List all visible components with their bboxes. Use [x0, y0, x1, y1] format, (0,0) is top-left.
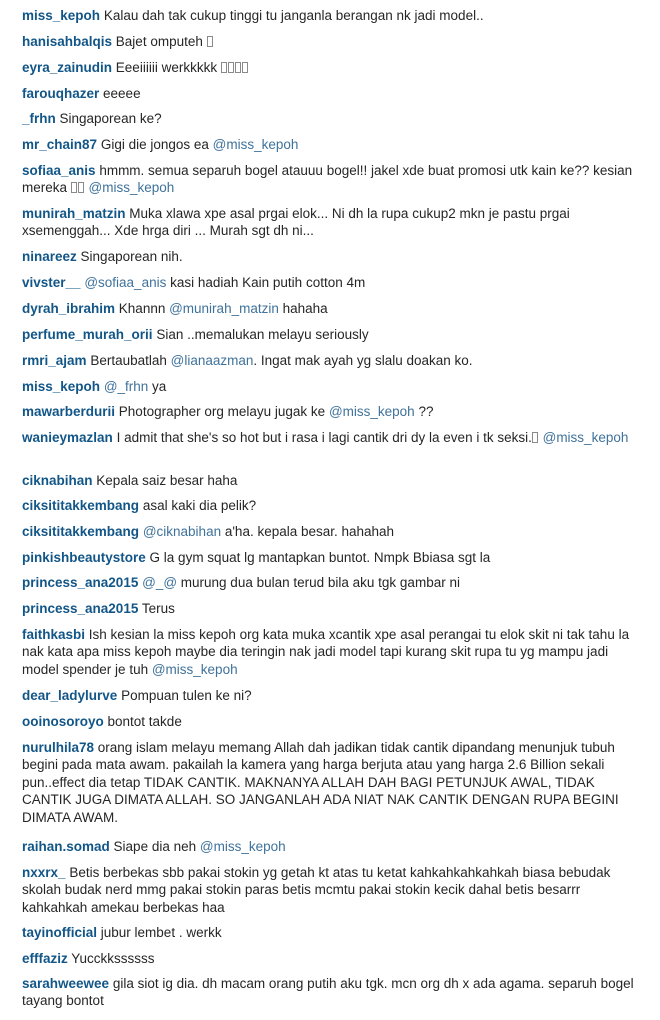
- comment-text: [90, 353, 472, 368]
- comment-username-link[interactable]: pinkishbeautystore: [22, 550, 146, 565]
- comment-username-link[interactable]: miss_kepoh: [22, 8, 101, 23]
- comment-text-segment: bontot takde: [107, 714, 182, 729]
- comment-text-segment: Gigi die jongos ea: [100, 137, 213, 152]
- comment-text-segment: Eeeiiiiii werkkkkk: [115, 60, 221, 75]
- mention-link[interactable]: @miss_kepoh: [328, 404, 415, 419]
- comment-item: [22, 600, 637, 617]
- comment-text-segment: . Ingat mak ayah yg slalu doakan ko.: [253, 353, 473, 368]
- comment-text: [22, 163, 632, 195]
- comment-text: [119, 404, 434, 419]
- comment-text: [101, 925, 222, 940]
- comment-text-segment: Muka xlawa xpe asal prgai elok... Ni dh la rupa cukup2 mkn je pastu prgai xsemenggah... Xde hrga diri ... Murah sgt dh ni...: [22, 206, 570, 239]
- comment-username-link[interactable]: efffaziz: [22, 951, 68, 966]
- comment-text: [22, 740, 619, 825]
- mention-link[interactable]: @miss_kepoh: [88, 180, 175, 196]
- comment-item: [22, 352, 637, 369]
- comment-text: [143, 498, 256, 513]
- comment-username-link[interactable]: sarahweewee: [22, 976, 110, 991]
- comment-username-link[interactable]: miss_kepoh: [22, 379, 101, 394]
- comment-item: [22, 274, 637, 291]
- missing-emoji-icon: [221, 62, 227, 73]
- comment-item: [22, 326, 637, 343]
- comment-item: [22, 472, 637, 489]
- comment-username-link[interactable]: vivster__: [22, 275, 81, 290]
- comment-text-segment: Betis berbekas sbb pakai stokin yg getah kt atas tu ketat kahkahkahkahkah biasa bebudak skolah budak nerd mmg pakai stokin paras betis mcmtu pakai stokin kecik dahal betis besarrr kahkahkah amekau berbekas haa: [22, 865, 611, 915]
- comment-text: [121, 688, 252, 703]
- comment-text: [81, 249, 183, 264]
- mention-link[interactable]: @munirah_matzin: [169, 301, 279, 316]
- comment-username-link[interactable]: rmri_ajam: [22, 353, 87, 368]
- comment-text: [84, 275, 365, 290]
- comment-text: [104, 8, 484, 23]
- comment-text: [71, 951, 154, 966]
- comment-text: [150, 550, 491, 565]
- comment-item: [22, 205, 637, 240]
- comment-text: [22, 976, 634, 1008]
- comment-username-link[interactable]: sofiaa_anis: [22, 163, 96, 178]
- comment-text-segment: kasi hadiah Kain putih cotton 4m: [166, 275, 366, 290]
- comment-username-link[interactable]: raihan.somad: [22, 839, 110, 854]
- comment-text-segment: Pompuan tulen ke ni?: [121, 688, 252, 703]
- comment-item: [22, 574, 637, 591]
- comment-text-segment: hmmm. semua separuh bogel atauuu bogel!! jakel xde buat promosi utk kain ke?? kesian mereka: [22, 163, 633, 196]
- comment-username-link[interactable]: princess_ana2015: [22, 575, 139, 590]
- comment-text: [116, 60, 249, 75]
- comment-item: [22, 300, 637, 317]
- comment-item: [22, 549, 637, 566]
- comment-text-segment: hahaha: [278, 301, 328, 316]
- comment-text-segment: a'ha. kepala besar. hahahah: [221, 524, 395, 539]
- comment-username-link[interactable]: _frhn: [22, 111, 56, 126]
- comment-text-segment: Bertaubatlah: [90, 353, 171, 368]
- comment-text: [60, 111, 162, 126]
- comment-text-segment: murung dua bulan terud bila aku tgk gambar ni: [177, 575, 460, 590]
- comment-item: [22, 162, 637, 197]
- comment-text-segment: Kepala saiz besar haha: [96, 473, 238, 488]
- comment-username-link[interactable]: dyrah_ibrahim: [22, 301, 116, 316]
- comment-text: [142, 575, 460, 590]
- comment-text-segment: Kalau dah tak cukup tinggi tu janganla berangan nk jadi model..: [103, 8, 484, 23]
- comment-text-segment: asal kaki dia pelik?: [142, 498, 257, 513]
- comment-item: [22, 924, 637, 941]
- comment-username-link[interactable]: ciksititakkembang: [22, 524, 140, 539]
- comment-username-link[interactable]: ciknabihan: [22, 473, 93, 488]
- comment-text-segment: orang islam melayu memang Allah dah jadikan tidak cantik dipandang menunjuk tubuh begini pada mata awam. pakailah la kamera yang harga berjuta atau yang harga 2.6 Billion sekali pun..effect dia tetap TIDAK CANTIK. MAKNANYA ALLAH DAH BAGI PETUNJUK AWAL, TIDAK CANTIK JUGA DIMATA ALLAH. SO JANGANLAH ADA NIAT NAK CANTIK DENGAN RUPA BEGINI DIMATA AWAM.: [22, 740, 619, 825]
- mention-link[interactable]: @ciknabihan: [142, 524, 222, 539]
- comment-text: [142, 601, 175, 616]
- comment-username-link[interactable]: mr_chain87: [22, 137, 98, 152]
- comment-text-segment: Ish kesian la miss kepoh org kata muka xcantik xpe asal perangai tu elok skit ni tak tahu la nak kata apa miss kepoh maybe dia teringin nak jadi model tapi kurang skit rupa tu yg mampu jadi model spender je tuh: [22, 627, 630, 677]
- missing-emoji-icon: [242, 62, 248, 73]
- comment-text-segment: G la gym squat lg mantapkan buntot. Nmpk Bbiasa sgt la: [149, 550, 491, 565]
- comment-item: [22, 378, 637, 395]
- mention-link[interactable]: @miss_kepoh: [542, 430, 629, 445]
- missing-emoji-icon: [228, 62, 234, 73]
- comment-text: [96, 473, 237, 488]
- mention-link[interactable]: @miss_kepoh: [212, 137, 299, 152]
- comment-text-segment: jubur lembet . werkk: [100, 925, 222, 940]
- comment-text: [114, 839, 286, 854]
- comment-username-link[interactable]: ooinosoroyo: [22, 714, 104, 729]
- comment-item: [22, 626, 637, 678]
- missing-emoji-icon: [235, 62, 241, 73]
- comment-item: [22, 687, 637, 704]
- mention-link[interactable]: @_@: [142, 575, 178, 590]
- comment-item: [22, 713, 637, 730]
- comment-username-link[interactable]: wanieymazlan: [22, 430, 113, 445]
- comment-text: [104, 379, 167, 394]
- comment-text-segment: Bajet omputeh: [115, 34, 207, 49]
- comment-text: [119, 301, 328, 316]
- comment-item: [22, 975, 637, 1010]
- comment-username-link[interactable]: ciksititakkembang: [22, 498, 140, 513]
- comment-item: [22, 248, 637, 265]
- comment-username-link[interactable]: munirah_matzin: [22, 206, 126, 221]
- comment-text: [22, 627, 629, 677]
- comment-username-link[interactable]: hanisahbalqis: [22, 34, 113, 49]
- comment-text: [22, 865, 610, 915]
- comment-item: [22, 7, 637, 24]
- comment-text-segment: ya: [148, 379, 167, 394]
- comment-username-link[interactable]: princess_ana2015: [22, 601, 139, 616]
- comment-text-segment: gila siot ig dia. dh macam orang putih aku tgk. mcn org dh x ada agama. separuh bogel tayang bontot: [22, 976, 634, 1009]
- comment-item: [22, 33, 637, 50]
- comment-item: [22, 950, 637, 967]
- comment-item: [22, 403, 637, 420]
- comment-text-segment: Singaporean ke?: [59, 111, 162, 126]
- comment-text-segment: Yucckkssssss: [71, 951, 155, 966]
- comment-item: [22, 838, 637, 855]
- mention-link[interactable]: @miss_kepoh: [151, 661, 238, 677]
- comment-username-link[interactable]: eyra_zainudin: [22, 60, 113, 75]
- comment-username-link[interactable]: tayinofficial: [22, 925, 98, 940]
- mention-link[interactable]: @lianaazman: [170, 353, 254, 368]
- comment-text-segment: Siape dia neh: [113, 839, 200, 854]
- comment-text: [108, 714, 182, 729]
- comment-username-link[interactable]: faithkasbi: [22, 627, 86, 642]
- missing-emoji-icon: [532, 432, 538, 443]
- comment-text-segment: Sian ..memalukan melayu seriously: [156, 327, 369, 342]
- comment-username-link[interactable]: nurulhila78: [22, 740, 95, 755]
- comment-item: [22, 429, 637, 446]
- comment-text-segment: eeeee: [103, 86, 141, 101]
- comment-text: [143, 524, 394, 539]
- mention-link[interactable]: @_frhn: [103, 379, 149, 394]
- comment-text-segment: Terus: [141, 601, 175, 616]
- missing-emoji-icon: [71, 182, 77, 193]
- comment-username-link[interactable]: mawarberdurii: [22, 404, 116, 419]
- comment-text: [101, 137, 299, 152]
- comment-item: [22, 739, 637, 826]
- comment-username-link[interactable]: ninareez: [22, 249, 77, 264]
- comment-text: [156, 327, 368, 342]
- comment-text: [116, 34, 214, 49]
- comment-username-link[interactable]: dear_ladylurve: [22, 688, 118, 703]
- comment-item: [22, 523, 637, 540]
- comment-item: [22, 59, 637, 76]
- comment-username-link[interactable]: nxxrx_: [22, 865, 66, 880]
- mention-link[interactable]: @miss_kepoh: [199, 839, 286, 854]
- missing-emoji-icon: [78, 182, 84, 193]
- comment-text-segment: Photographer org melayu jugak ke: [118, 404, 329, 419]
- comment-item: [22, 497, 637, 514]
- comment-item: [22, 864, 637, 916]
- comment-text-segment: Singaporean nih.: [80, 249, 183, 264]
- comment-item: [22, 110, 637, 127]
- comment-text: [103, 86, 141, 101]
- comment-item: [22, 136, 637, 153]
- comment-text: [117, 430, 629, 445]
- comment-item: [22, 85, 637, 102]
- comment-username-link[interactable]: farouqhazer: [22, 86, 100, 101]
- comment-text-segment: Khannn: [118, 301, 170, 316]
- missing-emoji-icon: [207, 36, 213, 47]
- mention-link[interactable]: @sofiaa_anis: [84, 275, 167, 290]
- comment-text-segment: I admit that she's so hot but i rasa i lagi cantik dri dy la even i tk seksi.: [116, 430, 532, 445]
- comment-username-link[interactable]: perfume_murah_orii: [22, 327, 153, 342]
- comment-text-segment: ??: [414, 404, 434, 419]
